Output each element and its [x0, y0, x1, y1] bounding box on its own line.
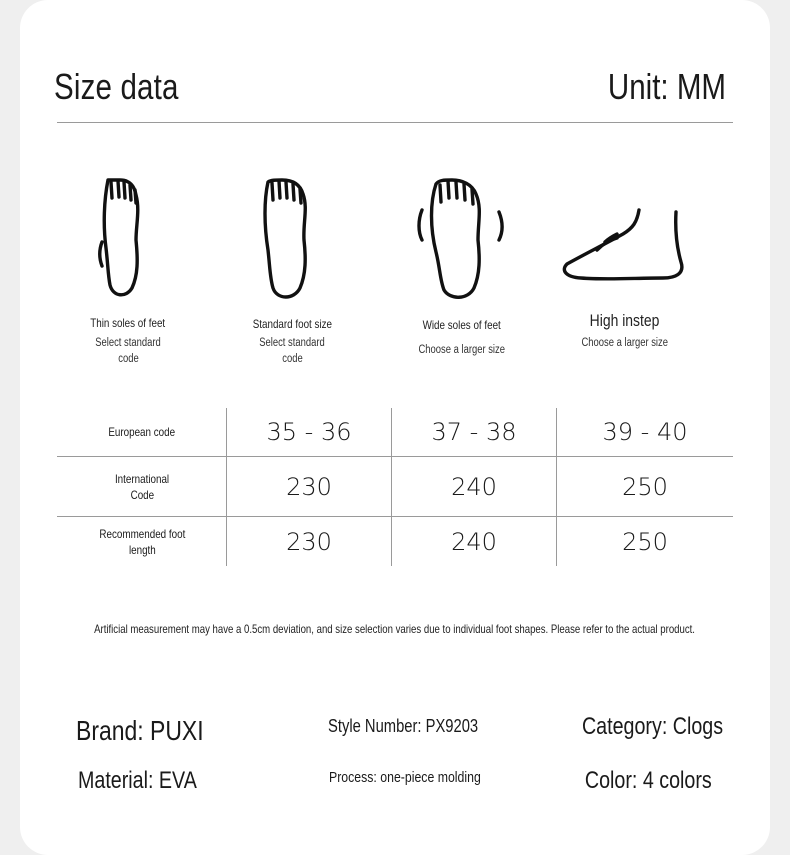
brand-text: Brand: PUXI	[76, 715, 204, 746]
table-row	[57, 457, 733, 516]
table-cell: 39 - 40	[602, 418, 688, 446]
thin-foot-icon	[48, 170, 208, 305]
table-cell: 240	[451, 527, 497, 556]
table-cell: 240	[451, 472, 497, 501]
table-cell: 250	[622, 527, 668, 556]
table-cell: 37 - 38	[431, 418, 517, 446]
title-divider	[57, 122, 733, 123]
table-cell: 230	[286, 527, 332, 556]
material-text: Material: EVA	[78, 767, 197, 794]
category-text: Category: Clogs	[581, 713, 723, 740]
table-cell: 230	[286, 472, 332, 501]
foot-type-high-instep	[545, 170, 705, 351]
foot-advice: Choose a larger size	[418, 344, 506, 356]
row-header-international-code: International Code	[114, 471, 170, 502]
wide-foot-icon	[382, 170, 542, 305]
process-text: Process: one-piece molding	[329, 769, 481, 786]
foot-label: Standard foot size	[252, 317, 332, 331]
foot-advice: Choose a larger size	[581, 337, 669, 349]
foot-type-wide	[382, 170, 542, 358]
table-cell: 250	[622, 472, 668, 501]
table-row	[57, 408, 733, 456]
standard-foot-icon	[212, 170, 372, 305]
foot-type-thin	[48, 170, 208, 367]
table-cell: 35 - 36	[266, 418, 352, 446]
unit-label: Unit: MM	[607, 66, 726, 107]
high-instep-foot-icon	[545, 170, 705, 305]
foot-advice: Select standard code	[95, 337, 161, 365]
foot-label: Thin soles of feet	[90, 316, 166, 330]
size-table	[57, 408, 733, 566]
row-header-recommended-foot-length: Recommended foot length	[99, 526, 185, 557]
foot-label: High instep	[590, 311, 660, 330]
foot-label: Wide soles of feet	[422, 318, 502, 332]
foot-type-standard	[212, 170, 372, 367]
color-text: Color: 4 colors	[585, 767, 712, 794]
table-row	[57, 517, 733, 566]
foot-advice: Select standard code	[259, 337, 325, 365]
measurement-note: Artificial measurement may have a 0.5cm deviation, and size selection varies due to individual foot shapes. Please refer to the actual product.	[94, 622, 696, 636]
page-title: Size data	[54, 66, 179, 107]
row-header-european-code: European code	[108, 425, 176, 439]
style-number-text: Style Number: PX9203	[328, 716, 479, 736]
